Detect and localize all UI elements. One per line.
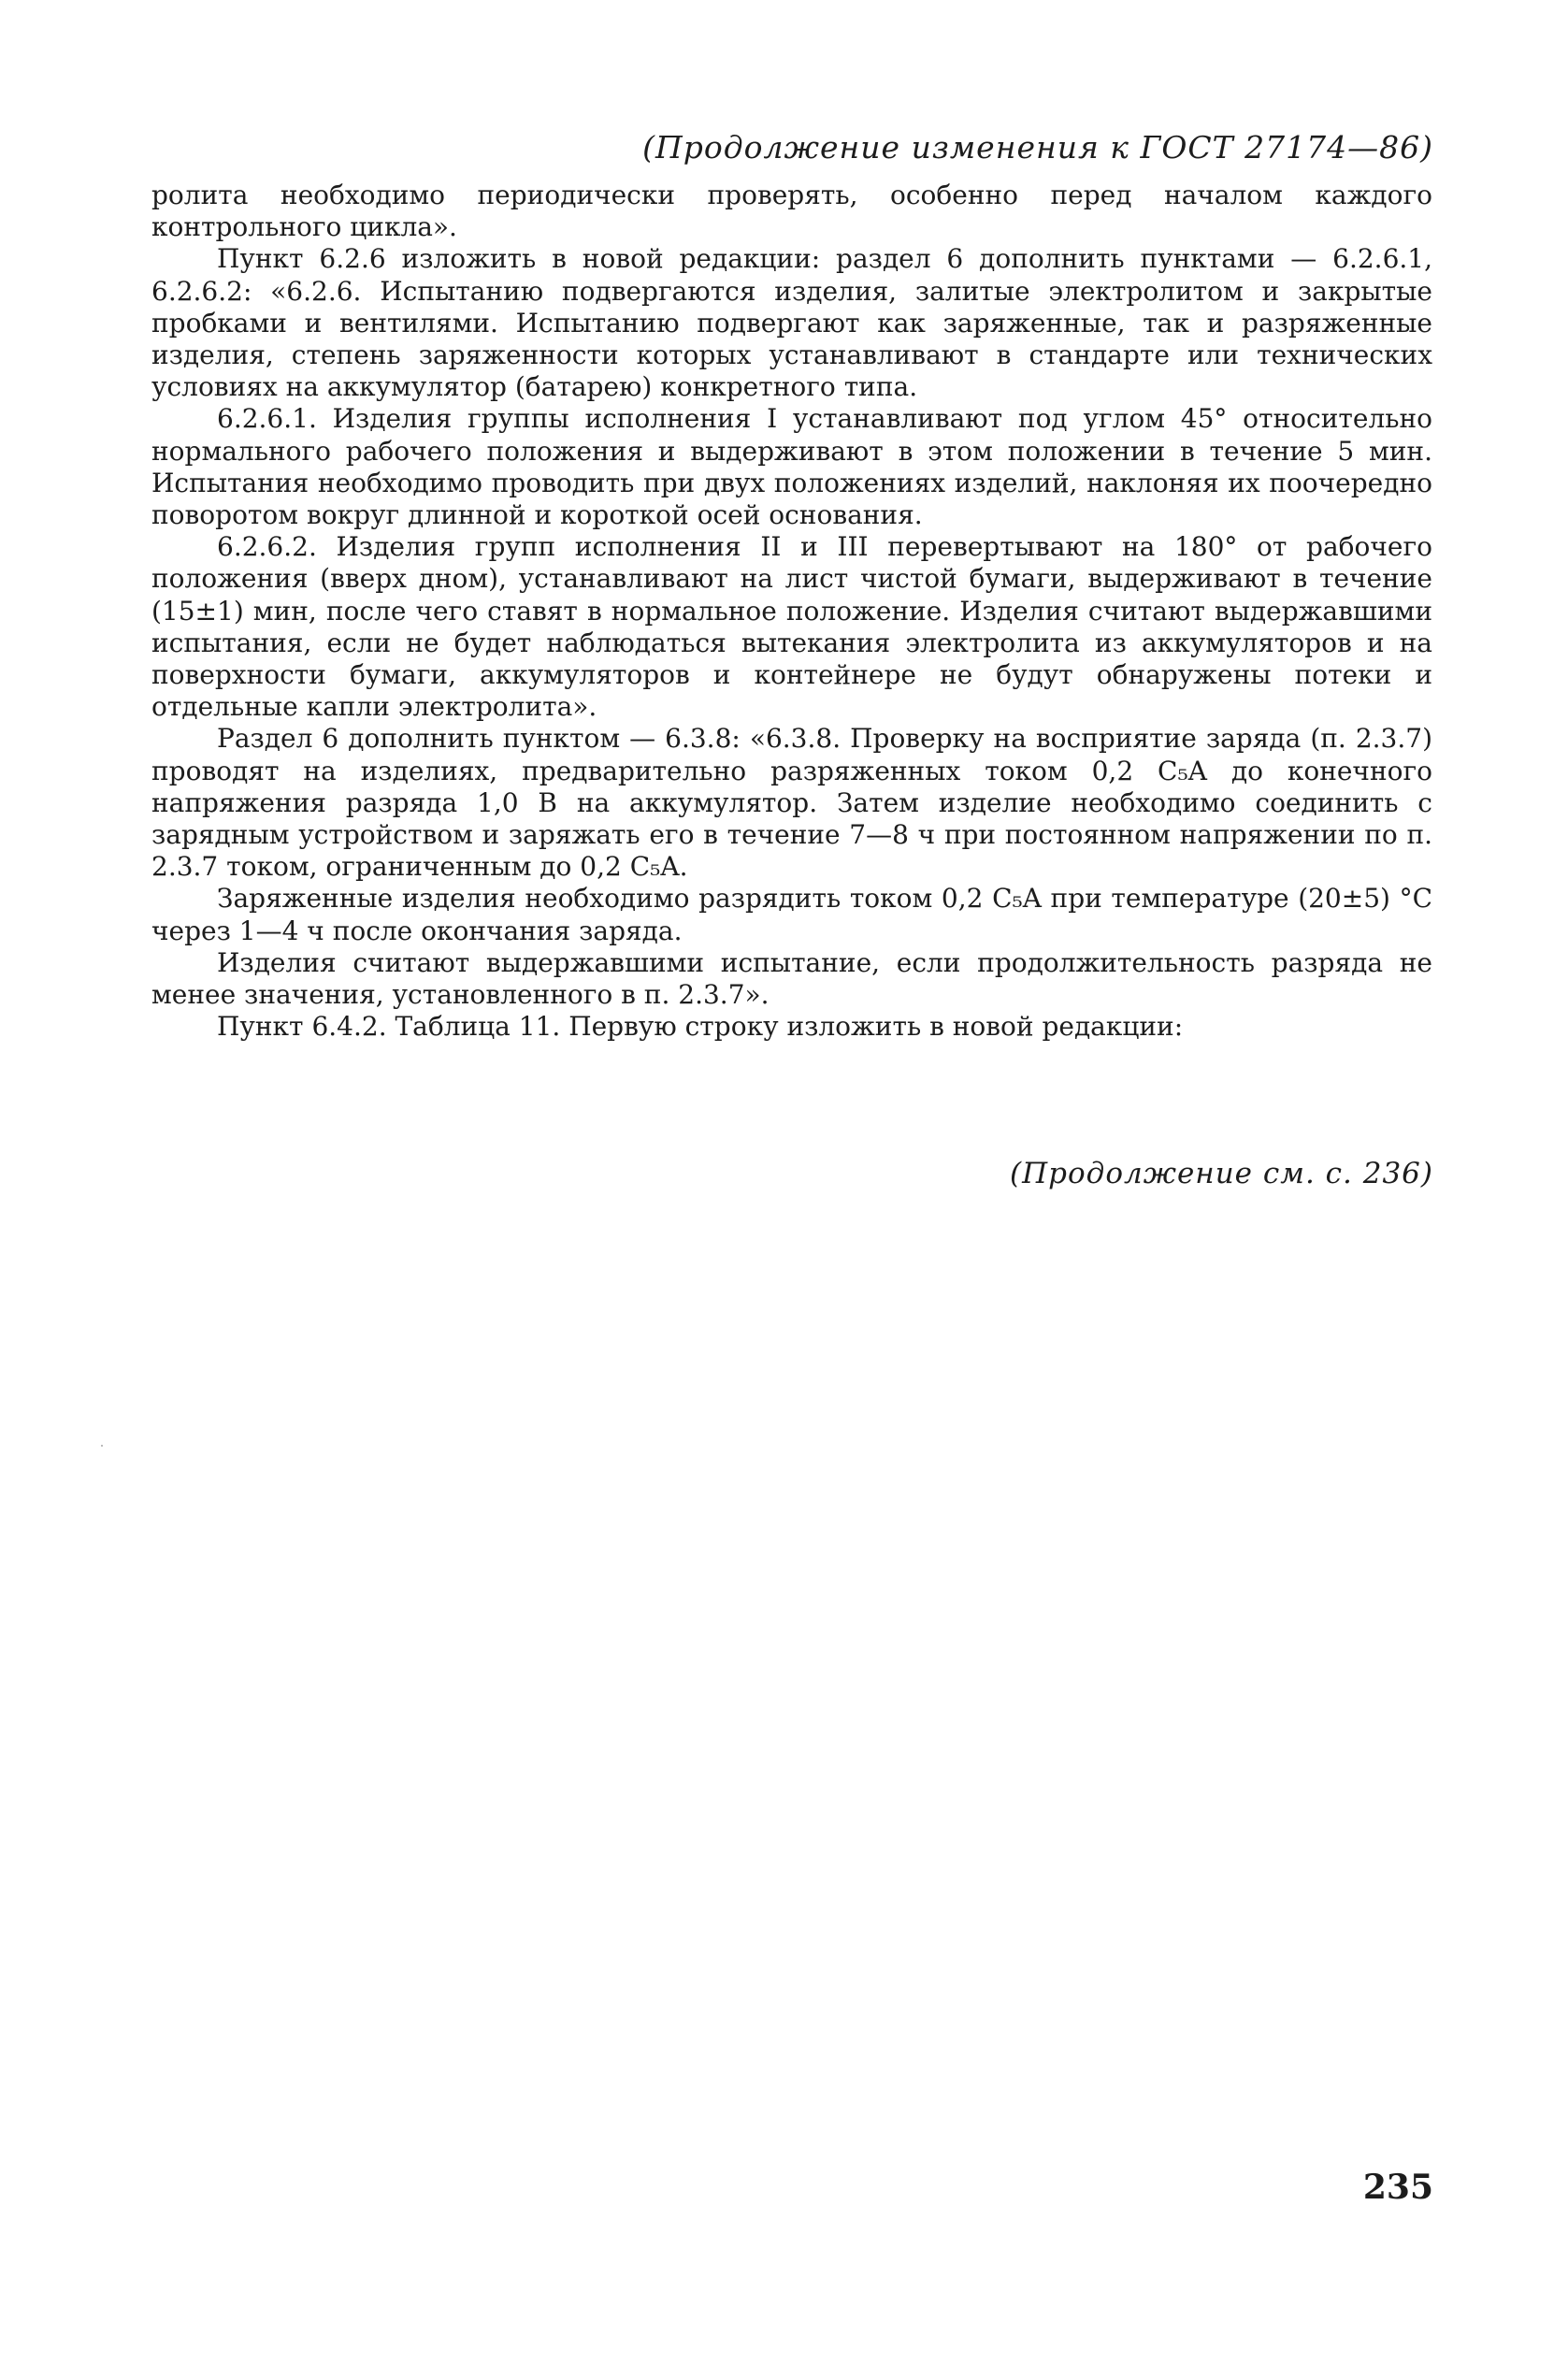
running-header: (Продолжение изменения к ГОСТ 27174—86): [642, 129, 1433, 166]
paragraph-continued: ролита необходимо периодически проверять, особенно перед началом каждого контрольного цикла».: [151, 180, 1432, 243]
paragraph-discharge: Заряженные изделия необходимо разрядить током 0,2 C₅A при температуре (20±5) °С через 1—4 ч после окончания заряда.: [151, 883, 1432, 946]
paragraph-6-4-2: Пункт 6.4.2. Таблица 11. Первую строку изложить в новой редакции:: [217, 1011, 1184, 1043]
paragraph-test-passed: Изделия считают выдержавшими испытание, если продолжительность разряда не менее значения, установленного в п. 2.3.7».: [151, 946, 1432, 1011]
page-number: 235: [1362, 2168, 1433, 2207]
body-text: [151, 180, 1432, 1043]
scan-speck: [101, 1445, 103, 1447]
paragraph-6-2-6-2: 6.2.6.2. Изделия групп исполнения II и III перевертывают на 180° от рабочего положения (вверх дном), устанавливают на лист чистой бумаги, выдерживают в течение (15±1) мин, после чего ставят в нормальное положение. Изделия считают выдержавшими испытания, если не будет наблюдаться вытекания электролита из аккумуляторов и на поверхности бумаги, аккумуляторов и контейнере не будут обнаружены потеки и отдельные капли электролита».: [151, 531, 1432, 723]
continuation-note: (Продолжение см. с. 236): [1010, 1157, 1433, 1190]
paragraph-6-2-6: Пункт 6.2.6 изложить в новой редакции: раздел 6 дополнить пунктами — 6.2.6.1, 6.2.6.2: «6.2.6. Испытанию подвергаются изделия, залитые электролитом и закрытые пробками и вентилями. Испытанию подвергают как заряженные, так и разряженные изделия, степень заряженности которых устанавливают в стандарте или технических условиях на аккумулятор (батарею) конкретного типа.: [151, 243, 1432, 403]
paragraph-6-2-6-1: 6.2.6.1. Изделия группы исполнения I устанавливают под углом 45° относительно нормального рабочего положения и выдерживают в этом положении в течение 5 мин. Испытания необходимо проводить при двух положениях изделий, наклоняя их поочередно поворотом вокруг длинной и короткой осей основания.: [151, 403, 1432, 531]
paragraph-6-3-8: Раздел 6 дополнить пунктом — 6.3.8: «6.3.8. Проверку на восприятие заряда (п. 2.3.7) проводят на изделиях, предварительно разряженных током 0,2 C₅A до конечного напряжения разряда 1,0 В на аккумулятор. Затем изделие необходимо соединить с зарядным устройством и заряжать его в течение 7—8 ч при постоянном напряжении по п. 2.3.7 током, ограниченным до 0,2 C₅A.: [151, 723, 1432, 883]
